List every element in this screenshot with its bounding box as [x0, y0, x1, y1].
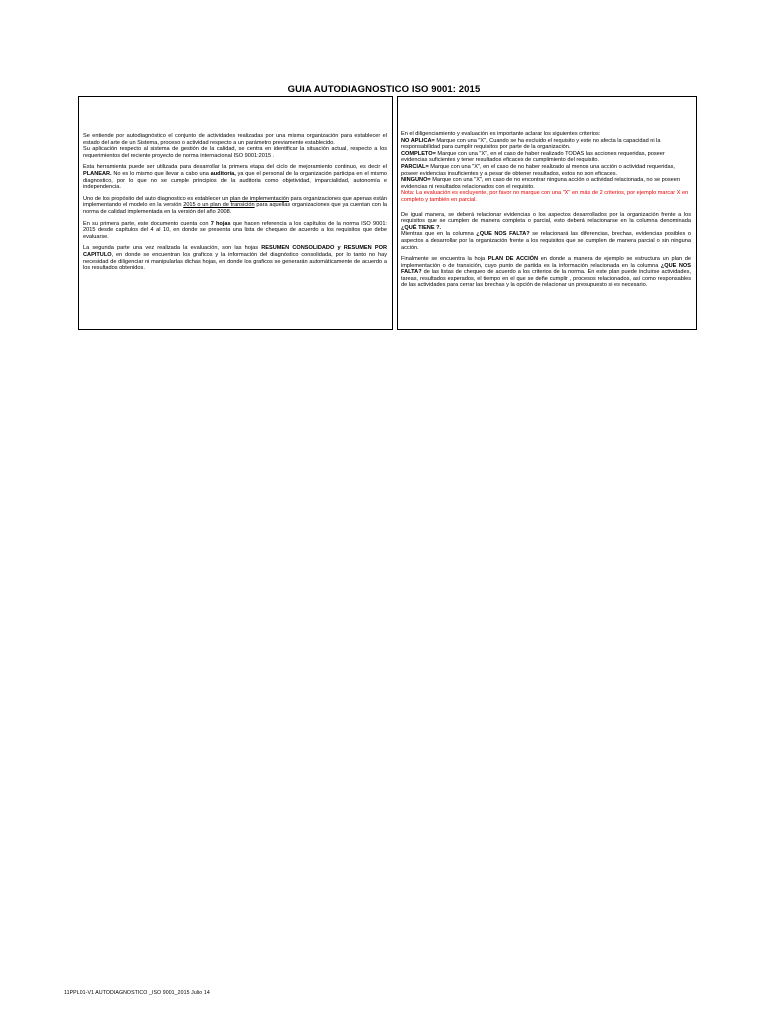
que-tiene-label: ¿QUÉ TIENE ?.: [401, 224, 442, 231]
no-aplica-label: NO APLICA=: [401, 137, 435, 144]
first-part-text-b: que hacen referencia a los capítulos de la norma ISO 9001: 2015 desde capítulos del 4 al 10, en donde se presenta una lista de chequeo de acuerdo a los requisitos que debe evaluarse.: [83, 220, 387, 240]
resumen-sheets: RESUMEN CONSOLIDADO y RESUMEN POR CAPITULO: [83, 245, 387, 258]
criterion-parcial: [401, 164, 691, 177]
page-title: GUIA AUTODIAGNOSTICO ISO 9001: 2015: [287, 84, 481, 95]
evidence-text-b: Mientras que en la columna: [401, 231, 477, 238]
ninguno-text: Marque con una "X", en caso de no encontrar ninguna acción o actividad relacionada, no se poseen evidencias ni resultados relacionados con el requisito.: [401, 177, 681, 190]
footer-document-id: 11PPL01-V1 AUTODIAGNOSTICO _ISO 9001_2015 Julio 14: [64, 990, 210, 996]
exclusion-note: Nota: La evaluación es excluyente, por favor no marque con una "X" en más de 2 criterios, por ejemplo marcar X en completo y también en parcial.: [401, 190, 689, 203]
plan-accion-label: PLAN DE ACCIÓN: [487, 256, 539, 263]
criterion-ninguno: [401, 177, 691, 190]
tool-text-c: ya que el personal de la organización participa en el mismo diagnostico, por lo que no se cumple principios de la auditoria como objetividad, imparcialidad, autonomía e independencia.: [83, 170, 387, 191]
introduction-box: [78, 96, 393, 330]
auditoria-term: auditoría,: [210, 170, 236, 177]
hojas-count: 7 hojas: [210, 220, 231, 227]
criteria-intro: En el diligenciamiento y evaluación es importante aclarar los siguientes criterios:: [401, 131, 601, 137]
ninguno-label: NINGUNO=: [401, 177, 431, 184]
second-part-text-a: La segunda parte una vez realizada la evaluación, son las hojas: [83, 245, 262, 252]
criteria-box: [397, 96, 697, 330]
criteria-list: [401, 131, 691, 204]
purpose-text-a: Uno de los propósito del auto diagnostico es establecer un: [83, 195, 230, 202]
que-nos-falta-label: ¿QUE NOS FALTA?: [476, 231, 530, 238]
purpose-paragraph: [83, 196, 387, 216]
purpose-text-b: para organizaciones que apenas están implementando el modelo en la versión: [83, 195, 387, 209]
evidence-text-c: se relacionará las diferencias, brechas, evidencias posibles o aspectos a desarrollar por la organización frente a los requisitos que se cumplen de manera parcial o sin ninguna acción.: [401, 231, 692, 251]
action-plan-text-b: en donde a manera de ejemplo se estructura un plan de implementación o de transición, cuyo punto de partida es la información relacionada en la columna: [401, 256, 691, 269]
planear-term: PLANEAR.: [83, 170, 112, 177]
first-part-text-a: En su primera parte, este documento cuenta con: [83, 220, 211, 227]
criterion-completo: [401, 151, 691, 164]
completo-text: Marque con una "X", en el caso de haber realizado TODAS las acciones requeridas, poseer evidencias suficientes y tener resultados eficaces de cumplimiento del requisito.: [401, 150, 665, 164]
action-plan-text-c: de las listas de chequeo de acuerdo a los criterios de la norma. En este plan puede incluirse actividades, tareas, resultados esperados, el tiempo en el que se deñe cumplir , procesos relacionados, así como responsables de las actividades para cerrar las brechas y la opción de relacionar un presupuesto si es necesario.: [401, 269, 691, 289]
action-plan-paragraph: [401, 256, 691, 289]
completo-label: COMPLETO=: [401, 150, 436, 157]
definition-text: Se entiende por autodiagnóstico el conjunto de actividades realizadas por una misma organización para establecer el estado del arte de un Sistema, proceso o actividad respecto a un parámetro previamente establecido.: [83, 133, 387, 146]
tool-paragraph: [83, 164, 387, 190]
evidence-paragraph: [401, 212, 691, 252]
tool-text-b: No es lo mismo que llevar a cabo una: [111, 170, 211, 177]
tool-text-a: Esta herramienta puede ser utilizada para desarrollar la primera etapa del ciclo de mejoramiento continuo, es decir el: [83, 164, 387, 171]
que-nos-falta-ref: ¿QUE NOS FALTA?: [401, 262, 691, 276]
second-part-text-b: , en donde se encuentran los graficos y la información del diagnóstico consolidada, por lo tanto no hay necesidad de diligenciar ni manipularlas dichas hojas, en donde los graficos se generarán automáticamente de acuerdo a los resultados obtenidos.: [83, 251, 387, 272]
first-part-paragraph: [83, 221, 387, 241]
no-aplica-text: Marque con una "X", Cuando se ha excluido el requisito y este no afecta la capacidad ni la responsabilidad para cumplir requisitos por parte de la organización.: [401, 137, 661, 151]
purpose-text-c: para aquellas organizaciones que ya cuentan con la norma de calidad implementada en la versión del año 2008.: [83, 202, 387, 215]
second-part-paragraph: [83, 245, 387, 271]
plan-implementacion-text: plan de implementación: [229, 195, 289, 202]
action-plan-text-a: Finalmente se encuentra la hoja: [401, 256, 488, 263]
parcial-text: Marque con una "X", en el caso de no haber realizado al menos una acción o actividad requeridas, poseer evidencias insuficientes y a pesar de obtener resultados, estos no son eficaces.: [401, 163, 675, 177]
application-text: Su aplicación respecto al sistema de gestión de la calidad, se centra en identificar la situación actual, respecto a los requerimientos del reciente proyecto de norma internacional ISO 9001:2015 .: [83, 146, 387, 159]
intro-paragraph: [83, 133, 387, 159]
parcial-label: PARCIAL=: [401, 163, 429, 170]
plan-transicion-text: 2015 o un plan de transición: [183, 202, 255, 209]
criterion-no-aplica: [401, 138, 691, 151]
evidence-text-a: De igual manera, se deberá relacionar evidencias o los aspectos desarrollados por la organización frente a los requisitos que se cumplen de manera completa o parcial, esto deberá relacionarse en la columna denominada: [401, 211, 691, 225]
